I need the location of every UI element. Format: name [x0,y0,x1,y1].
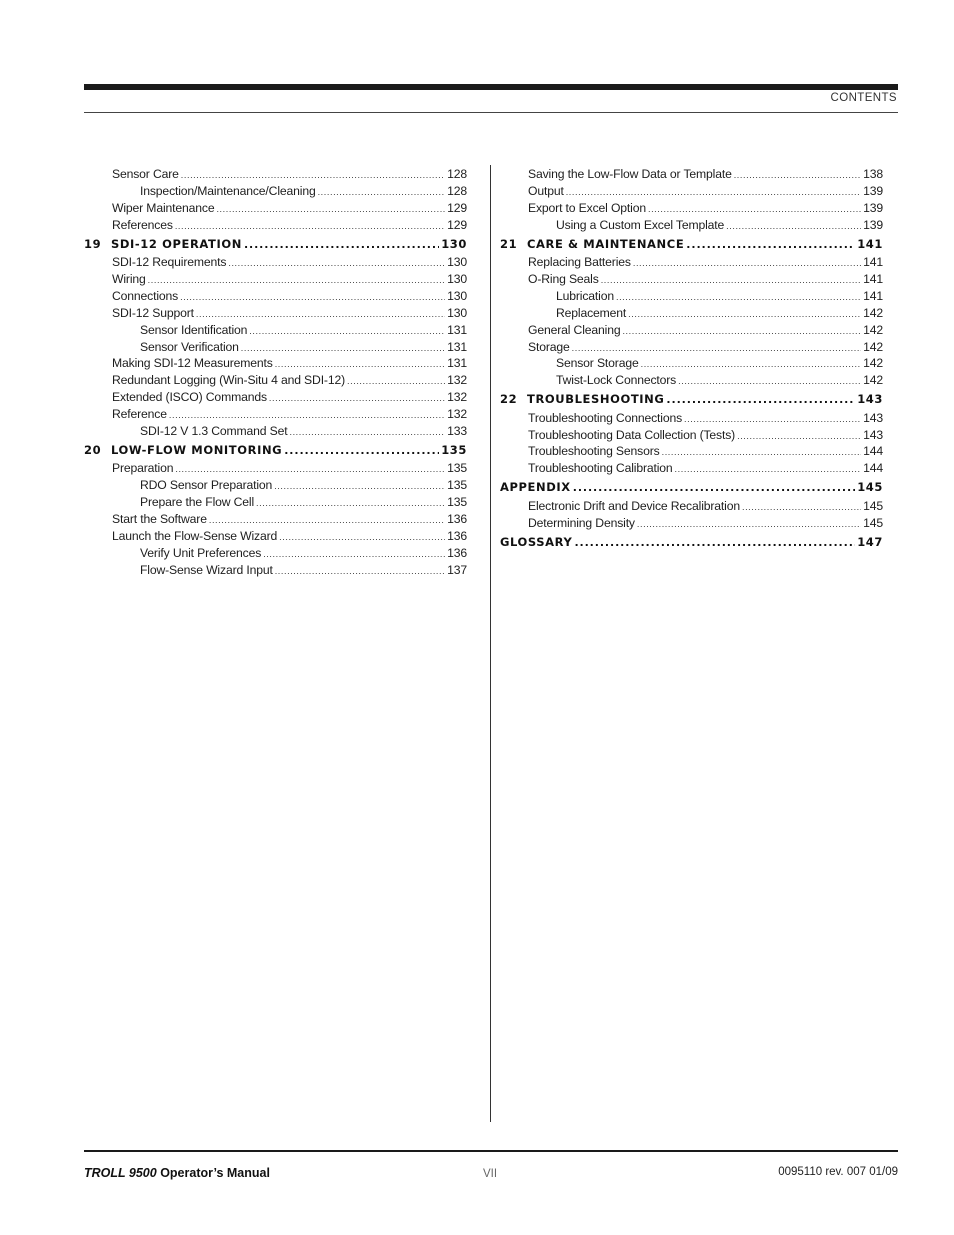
toc-page-number: 131 [447,356,467,371]
toc-entry[interactable] [500,271,883,288]
toc-dot-leader [726,218,861,235]
toc-entry[interactable] [500,339,883,356]
toc-dot-leader [628,306,861,323]
toc-entry[interactable] [500,427,883,444]
column-divider [490,165,491,1122]
toc-page-number: 141 [863,288,883,303]
toc-entry[interactable] [500,372,883,389]
toc-page-number: 144 [863,444,883,459]
toc-dot-leader [216,201,445,218]
toc-entry[interactable] [500,322,883,339]
header-rule [84,112,898,113]
toc-entry[interactable] [500,183,883,200]
toc-page-number: 139 [863,200,883,215]
toc-page-number: 132 [447,390,467,405]
toc-entry-title: Sensor Verification [140,339,239,354]
toc-entry-title: GLOSSARY [500,534,573,549]
toc-entry[interactable] [84,288,467,305]
toc-page-number: 147 [857,534,883,549]
toc-dot-leader [684,411,861,428]
toc-entry[interactable] [84,183,467,200]
toc-entry-title: SDI-12 OPERATION [111,236,242,251]
toc-chapter-entry[interactable] [84,440,467,461]
toc-dot-leader [622,323,861,340]
toc-dot-leader [275,563,445,580]
toc-page-number: 133 [447,423,467,438]
toc-dot-leader [279,529,445,546]
toc-page-number: 142 [863,322,883,337]
toc-entry-title: Prepare the Flow Cell [140,495,255,510]
toc-page-number: 132 [447,373,467,388]
toc-page-number: 144 [863,461,883,476]
toc-page-number: 128 [447,183,467,198]
toc-entry-title: Extended (ISCO) Commands [112,390,267,405]
toc-entry[interactable] [84,494,467,511]
toc-entry-title: Flow-Sense Wizard Input [140,562,273,577]
toc-chapter-number: 19 [84,236,102,251]
toc-entry[interactable] [84,389,467,406]
toc-entry-title: Troubleshooting Sensors [528,444,660,459]
toc-dot-leader [601,272,861,289]
footer-brand: TROLL 9500 [84,1166,157,1180]
toc-page-number: 143 [863,410,883,425]
toc-page-number: 141 [863,271,883,286]
toc-entry-title: SDI-12 Support [112,305,194,320]
toc-page-number: 135 [447,461,467,476]
toc-entry-title: Start the Software [112,512,207,527]
toc-dot-leader [169,407,445,424]
toc-entry[interactable] [84,339,467,356]
toc-page-number: 136 [447,528,467,543]
toc-entry-title: Sensor Storage [556,356,639,371]
toc-dot-leader [181,167,445,184]
toc-dot-leader [256,495,445,512]
toc-page-number: 138 [863,167,883,181]
toc-dot-leader [274,478,445,495]
toc-page-number: 130 [441,236,467,251]
toc-page-number: 143 [863,427,883,442]
toc-entry[interactable] [84,545,467,562]
toc-dot-leader [175,461,445,478]
toc-chapter-entry[interactable] [500,477,883,498]
toc-dot-leader [263,546,445,563]
toc-dot-leader [566,184,861,201]
toc-entry[interactable] [84,166,467,183]
toc-dot-leader [574,533,855,554]
toc-dot-leader [180,289,445,306]
toc-entry[interactable] [500,498,883,515]
toc-entry-title: Verify Unit Preferences [140,545,262,560]
toc-dot-leader [209,512,445,529]
toc-column-left [84,166,467,579]
toc-entry-title: Using a Custom Excel Template [556,217,725,232]
toc-page-number: 137 [447,562,467,577]
toc-page-number: 130 [447,305,467,320]
toc-dot-leader [347,373,445,390]
toc-page-number: 145 [857,480,883,495]
footer-page-number: VII [483,1168,498,1180]
toc-page-number: 136 [447,545,467,560]
toc-page-number: 135 [441,442,467,457]
toc-entry-title: Connections [112,288,179,303]
toc-chapter-entry[interactable] [84,234,467,255]
toc-dot-leader [573,478,855,499]
toc-dot-leader [675,461,862,478]
toc-entry[interactable] [500,305,883,322]
toc-dot-leader [244,235,439,256]
toc-dot-leader [662,444,862,461]
toc-entry-title: Lubrication [556,288,614,303]
toc-entry[interactable] [84,305,467,322]
toc-dot-leader [742,499,861,516]
toc-entry-title: Sensor Care [112,167,179,181]
toc-entry[interactable] [500,515,883,532]
toc-dot-leader [616,289,861,306]
toc-entry-title: Wiring [112,271,146,286]
toc-entry-title: Twist-Lock Connectors [556,373,677,388]
toc-entry-title: Troubleshooting Connections [528,410,683,425]
toc-page-number: 130 [447,271,467,286]
toc-entry-title: Reference [112,407,167,422]
toc-dot-leader [318,184,446,201]
toc-entry[interactable] [84,271,467,288]
toc-entry-title: O-Ring Seals [528,271,599,286]
header-section-label: CONTENTS [830,92,897,104]
toc-entry[interactable] [500,460,883,477]
toc-entry-title: Preparation [112,461,174,476]
toc-entry[interactable] [84,477,467,494]
toc-dot-leader [284,441,439,462]
toc-page-number: 128 [447,167,467,181]
toc-dot-leader [269,390,445,407]
toc-entry[interactable] [500,443,883,460]
toc-dot-leader [686,235,855,256]
toc-entry[interactable] [84,322,467,339]
toc-dot-leader [228,255,445,272]
toc-dot-leader [175,218,445,235]
toc-entry-title: Electronic Drift and Device Recalibration [528,498,740,513]
toc-dot-leader [648,201,861,218]
toc-entry-title: Sensor Identification [140,322,248,337]
toc-entry-title: References [112,217,173,232]
toc-dot-leader [641,356,862,373]
toc-dot-leader [734,167,861,184]
toc-entry-title: LOW-FLOW MONITORING [111,442,283,457]
footer-doc-ref: 0095110 rev. 007 01/09 [778,1166,898,1178]
toc-entry-title: Saving the Low-Flow Data or Template [528,167,732,181]
toc-page-number: 141 [857,236,883,251]
toc-entry[interactable] [84,355,467,372]
toc-entry[interactable] [84,528,467,545]
toc-entry[interactable] [84,372,467,389]
toc-entry[interactable] [84,200,467,217]
toc-entry[interactable] [84,406,467,423]
toc-chapter-number: 22 [500,392,518,407]
toc-page-number: 139 [863,183,883,198]
toc-dot-leader [572,340,861,357]
header-bar [84,84,898,90]
toc-entry-title: Determining Density [528,515,635,530]
toc-chapter-entry[interactable] [500,532,883,553]
toc-dot-leader [241,340,445,357]
toc-dot-leader [666,390,855,411]
toc-page-number: 139 [863,217,883,232]
toc-page-number: 142 [863,305,883,320]
toc-entry-title: SDI-12 V 1.3 Command Set [140,423,288,438]
footer-title-text: Operator’s Manual [156,1166,270,1180]
footer-rule [84,1150,898,1152]
toc-dot-leader [737,428,861,445]
toc-entry-title: Storage [528,339,570,354]
toc-chapter-number: 20 [84,442,102,457]
toc-page-number: 131 [447,339,467,354]
toc-page-number: 136 [447,512,467,527]
toc-column-right [500,166,883,552]
toc-page-number: 130 [447,255,467,270]
toc-entry[interactable] [500,355,883,372]
toc-page-number: 142 [863,339,883,354]
toc-entry-title: APPENDIX [500,480,571,495]
toc-entry[interactable] [84,217,467,234]
toc-dot-leader [678,373,861,390]
toc-entry-title: General Cleaning [528,322,621,337]
toc-entry-title: Inspection/Maintenance/Cleaning [140,183,316,198]
toc-page-number: 142 [863,356,883,371]
toc-entry[interactable] [84,254,467,271]
toc-page-number: 135 [447,495,467,510]
toc-page-number: 132 [447,407,467,422]
toc-entry[interactable] [500,410,883,427]
toc-page-number: 135 [447,478,467,493]
toc-entry[interactable] [500,217,883,234]
toc-dot-leader [637,516,861,533]
toc-entry[interactable] [500,288,883,305]
toc-page-number: 129 [447,200,467,215]
toc-entry-title: Wiper Maintenance [112,200,215,215]
toc-dot-leader [289,424,445,441]
toc-dot-leader [633,255,861,272]
toc-entry-title: Output [528,183,564,198]
footer-manual-title [84,1166,270,1180]
toc-page-number: 142 [863,373,883,388]
toc-entry[interactable] [500,254,883,271]
toc-entry[interactable] [500,200,883,217]
toc-entry-title: CARE & MAINTENANCE [527,236,685,251]
toc-entry-title: Replacing Batteries [528,255,631,270]
toc-dot-leader [196,306,445,323]
toc-page-number: 141 [863,255,883,270]
toc-entry-title: Troubleshooting Data Collection (Tests) [528,427,736,442]
toc-entry[interactable] [84,423,467,440]
toc-entry-title: TROUBLESHOOTING [527,392,665,407]
toc-entry-title: Troubleshooting Calibration [528,461,673,476]
toc-page-number: 130 [447,288,467,303]
toc-entry-title: Replacement [556,305,627,320]
toc-entry-title: RDO Sensor Preparation [140,478,273,493]
toc-chapter-entry[interactable] [500,234,883,255]
toc-dot-leader [148,272,445,289]
toc-entry-title: Launch the Flow-Sense Wizard [112,528,278,543]
toc-page-number: 145 [863,515,883,530]
toc-page-number: 145 [863,498,883,513]
toc-chapter-number: 21 [500,236,518,251]
toc-page-number: 129 [447,217,467,232]
toc-page-number: 131 [447,322,467,337]
toc-entry[interactable] [84,460,467,477]
toc-page-number: 143 [857,392,883,407]
toc-dot-leader [249,323,445,340]
toc-entry-title: SDI-12 Requirements [112,255,227,270]
toc-chapter-entry[interactable] [500,389,883,410]
toc-entry-title: Redundant Logging (Win-Situ 4 and SDI-12) [112,373,346,388]
toc-entry[interactable] [500,166,883,183]
toc-entry-title: Export to Excel Option [528,200,646,215]
toc-entry[interactable] [84,562,467,579]
toc-dot-leader [275,356,445,373]
toc-entry-title: Making SDI-12 Measurements [112,356,273,371]
toc-entry[interactable] [84,511,467,528]
